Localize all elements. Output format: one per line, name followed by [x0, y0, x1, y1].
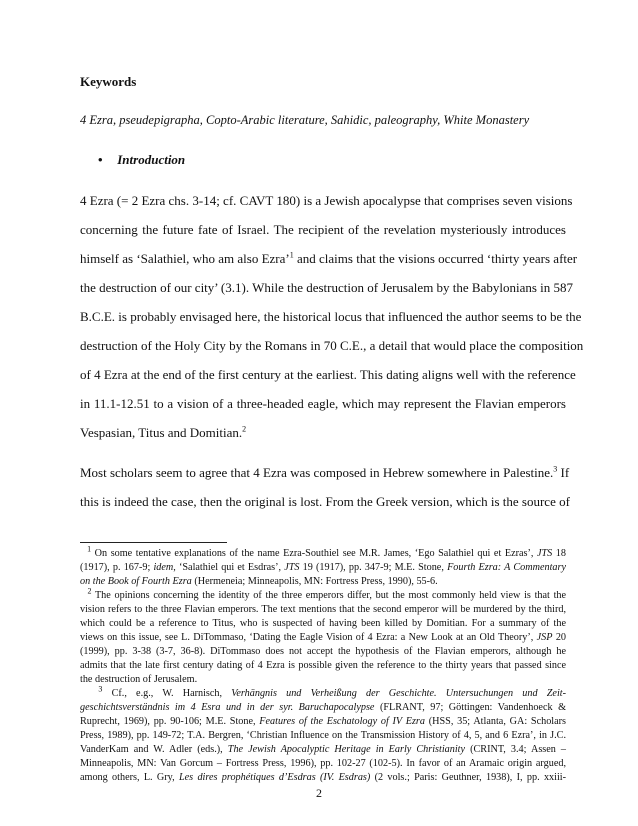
book-title: The Jewish Apocalyptic Heritage in Early Christianity — [227, 744, 466, 755]
footnote-ref-3[interactable]: 3 — [553, 464, 558, 474]
section-title: Introduction — [117, 152, 186, 167]
footnote-2-line-3: which could be a reference to Titus, who is suspected of having been killed by Domitian. For a summary of the — [80, 618, 566, 629]
paragraph-1-line-1: 4 Ezra (= 2 Ezra chs. 3-14; cf. CAVT 180) is a Jewish apocalypse that comprises seven visions — [80, 193, 573, 208]
text-run: among others, L. Gry, — [80, 772, 179, 783]
text-run: (Hermeneia; Minneapolis, MN: Fortress Press, 1990), 55-6. — [191, 576, 438, 587]
book-title: geschichtsverständnis im 4 Esra und in der syr. Baruchapocalypse — [80, 702, 375, 713]
footnote-ref-2[interactable]: 2 — [242, 424, 247, 434]
book-title: Verhängnis und Verheißung der Geschichte. Untersuchungen und Zeit- — [231, 688, 567, 699]
footnote-marker-3: 3 — [98, 684, 103, 694]
text-run: 19 (1917), pp. 347-9; M.E. Stone, — [299, 562, 448, 573]
footnote-3-line-6: Minneapolis, MN: Van Gorcum – Fortress Press, 1996), pp. 102-27 (102-5). In favor of an Aramaic origin argued, — [80, 758, 566, 769]
paragraph-1-line-7: of 4 Ezra at the end of the first century at the earliest. This dating aligns well with the reference — [80, 367, 576, 382]
book-title: on the Book of Fourth Ezra — [80, 576, 192, 587]
footnote-marker-2: 2 — [87, 586, 92, 596]
footnote-2-line-2: vision refers to the three Flavian emperors. The text mentions that the second emperor will be murdered by the third, — [80, 604, 566, 615]
footnote-3-line-1 — [80, 684, 567, 701]
paragraph-1-line-6: destruction of the Holy City by the Romans in 70 C.E., a detail that would place the composition — [80, 338, 584, 353]
text-run: Vespasian, Titus and Domitian. — [80, 425, 243, 440]
text-run: (HSS, 35; Atlanta, GA: Scholars — [424, 716, 566, 727]
italic-run: idem — [153, 562, 174, 573]
section-heading-introduction — [98, 152, 185, 168]
journal-abbrev: JSP — [536, 632, 553, 643]
keywords-list: 4 Ezra, pseudepigrapha, Copto-Arabic literature, Sahidic, paleography, White Monastery — [80, 113, 530, 127]
footnote-2-line-5: (1999), pp. 3-38 (3-7, 36-8). DiTommaso does not accept the hypothesis of the Flavian emperors, although he — [80, 646, 566, 657]
paragraph-2-line-1 — [80, 464, 570, 481]
text-run: The opinions concerning the identity of the three emperors differ, but the most commonly held view is that the — [91, 590, 567, 601]
paragraph-2-line-2: this is indeed the case, then the original is lost. From the Greek version, which is the source of — [80, 494, 570, 509]
footnote-3-line-3 — [80, 715, 566, 729]
text-run: (2 vols.; Paris: Geuthner, 1938), I, pp. xxiii- — [370, 772, 567, 783]
footnote-marker-1: 1 — [87, 544, 92, 554]
book-title: Features of the Eschatology of IV Ezra — [259, 716, 425, 727]
footnote-3-line-7 — [80, 771, 566, 785]
text-run: (FLRANT, 97; Göttingen: Vandenhoeck & — [374, 702, 566, 713]
paragraph-1-line-5: B.C.E. is probably envisaged here, the historical locus that influenced the author seems to be the — [80, 309, 582, 324]
footnote-1-line-3 — [80, 575, 566, 589]
text-run: Ruprecht, 1969), pp. 90-106; M.E. Stone, — [80, 716, 260, 727]
bullet-icon: • — [98, 152, 103, 167]
text-run: 18 — [552, 548, 566, 559]
text-run: VanderKam and W. Adler (eds.), — [80, 744, 228, 755]
footnote-2-line-6: admits that the late first century dating of 4 Ezra is possible given the reference to the thirty years that passed since — [80, 660, 566, 671]
footnote-3-line-4: Press, 1989), pp. 149-72; T.A. Bergren, ‘Christian Influence on the Transmission History of 4, 5, and 6 Ezra’, in J.C. — [80, 730, 566, 741]
paragraph-1-line-9 — [80, 425, 566, 441]
footnote-1-line-2 — [80, 561, 566, 575]
journal-abbrev: JTS — [284, 562, 300, 573]
paragraph-1-line-4: the destruction of our city’ (3.1). While the destruction of Jerusalem by the Babylonians in 587 — [80, 280, 574, 295]
text-run: (1917), p. 167-9; — [80, 562, 154, 573]
footnote-ref-1[interactable]: 1 — [289, 250, 294, 260]
paragraph-1-line-2: concerning the future fate of Israel. The recipient of the revelation mysteriously introduces — [80, 222, 566, 237]
text-run: views on this issue, see L. DiTommaso, ‘Dating the Eagle Vision of 4 Ezra: a New Look at an Old Theory’, — [80, 632, 537, 643]
text-run: 20 — [552, 632, 567, 643]
text-run: Cf., e.g., W. Harnisch, — [102, 688, 232, 699]
book-title: Fourth Ezra: A Commentary — [447, 562, 567, 573]
footnote-1-line-1 — [80, 544, 566, 561]
text-run: (CRINT, 3.4; Assen – — [465, 744, 567, 755]
text-run: If — [557, 465, 570, 480]
page-number: 2 — [316, 786, 322, 800]
footnote-2-line-7: the destruction of Jerusalem. — [80, 674, 198, 685]
paragraph-1-line-3 — [80, 250, 578, 267]
keywords-heading: Keywords — [80, 74, 137, 89]
footnote-2-line-4 — [80, 631, 566, 645]
journal-abbrev: JTS — [536, 548, 553, 559]
text-run: and claims that the visions occurred ‘thirty years after — [293, 251, 578, 266]
paragraph-1-line-8: in 11.1-12.51 to a vision of a three-headed eagle, which may represent the Flavian emperors — [80, 396, 566, 411]
footnote-3-line-5 — [80, 743, 566, 757]
book-title: Les dires prophétiques d’Esdras (IV. Esdras) — [178, 772, 371, 783]
footnote-separator — [80, 542, 227, 543]
footnote-2-line-1 — [80, 586, 567, 603]
footnote-3-line-2 — [80, 701, 566, 715]
text-run: , ‘Salathiel qui et Esdras’, — [173, 562, 285, 573]
text-run: Most scholars seem to agree that 4 Ezra was composed in Hebrew somewhere in Palestine. — [80, 465, 554, 480]
text-run: On some tentative explanations of the name Ezra-Southiel see M.R. James, ‘Ego Salathiel qui et Ezras’, — [91, 548, 537, 559]
text-run: himself as ‘Salathiel, who am also Ezra’ — [80, 251, 290, 266]
